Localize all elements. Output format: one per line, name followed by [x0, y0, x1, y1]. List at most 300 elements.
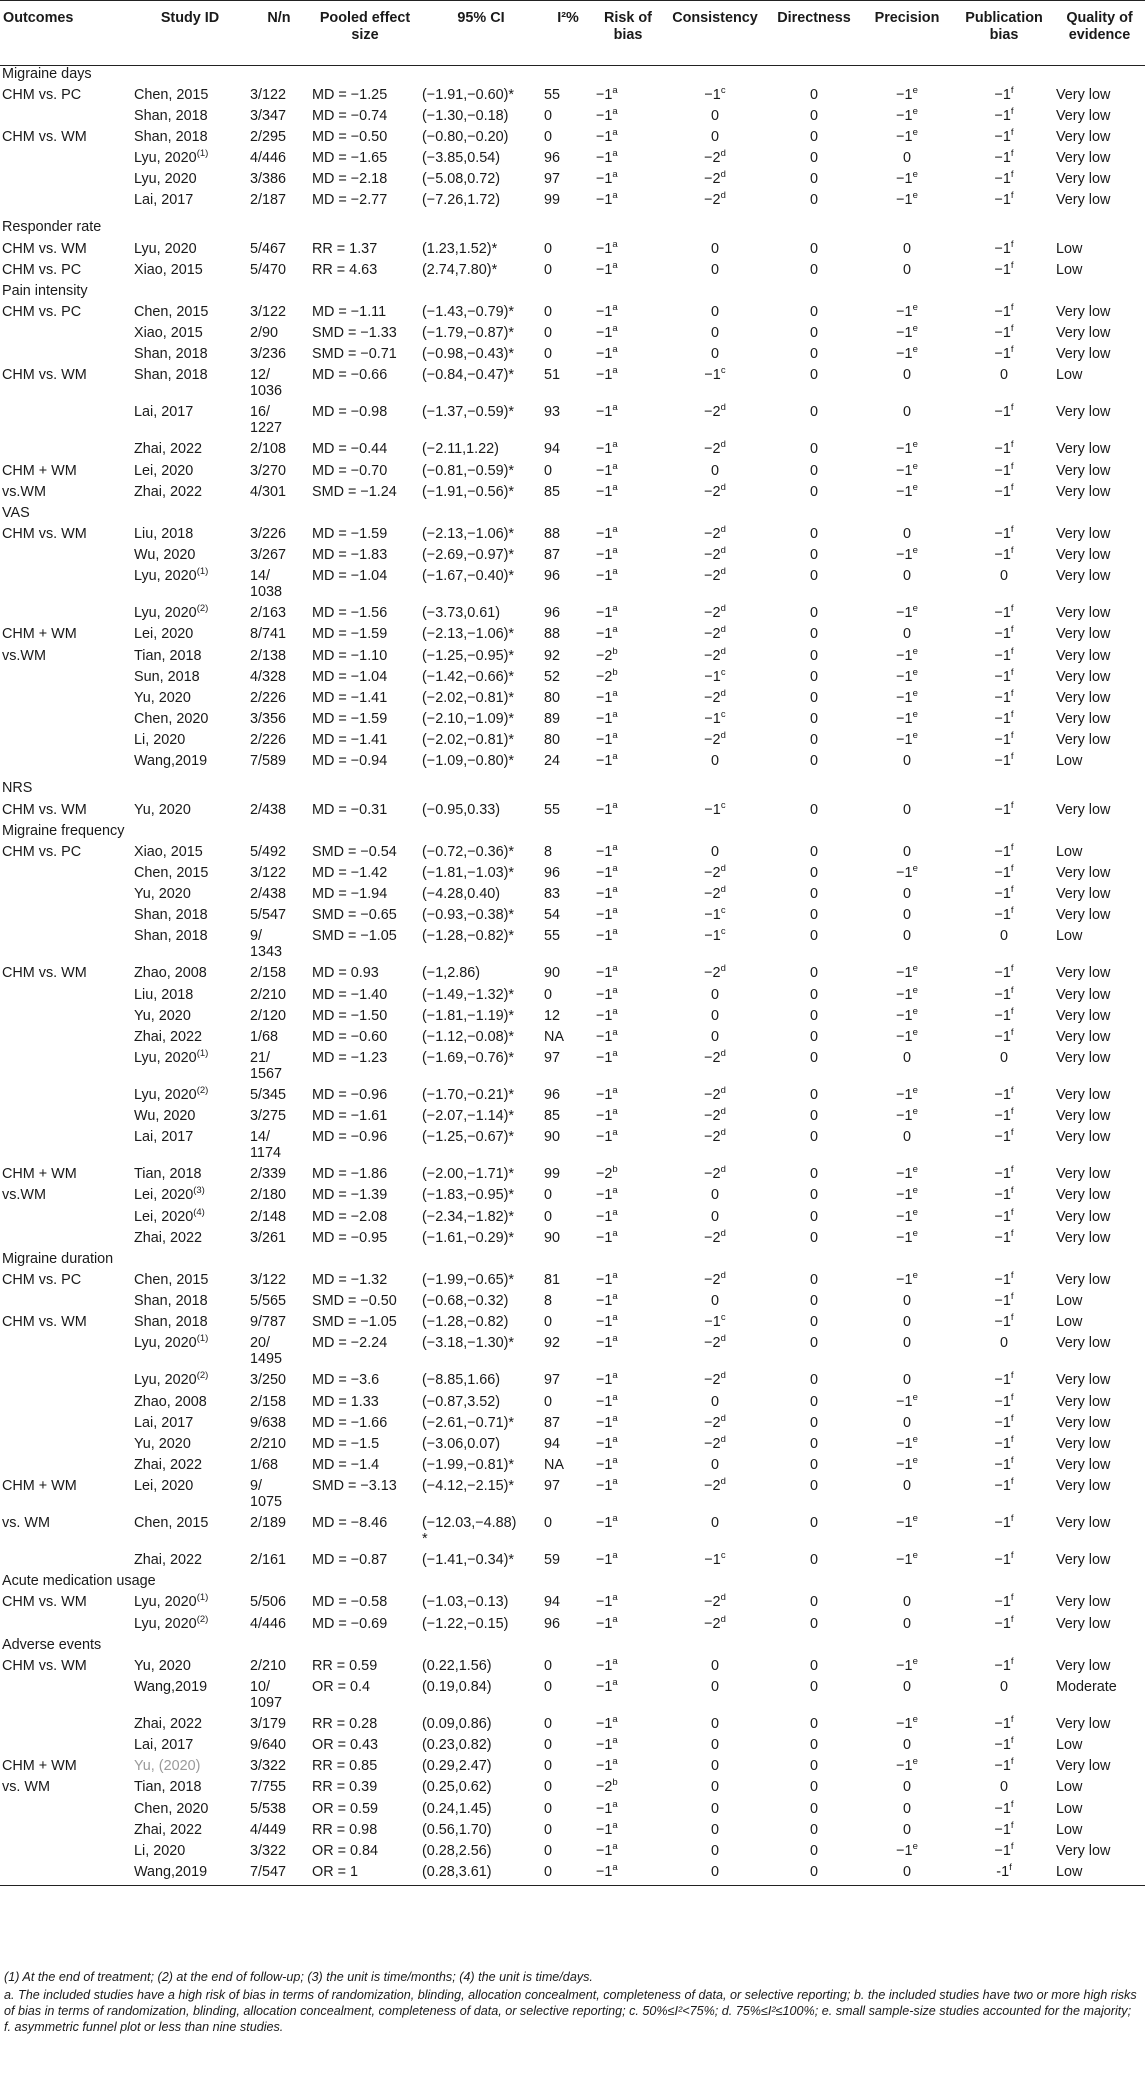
comparison-cell	[0, 1679, 132, 1716]
directness-cell-value: 0	[809, 1293, 818, 1310]
publication-bias-cell-footnote-mark: f	[1010, 624, 1014, 636]
publication-bias-cell-footnote-mark: f	[1010, 1291, 1014, 1303]
consistency-cell-footnote-mark: d	[720, 603, 726, 615]
consistency-cell-value: −1	[704, 668, 721, 685]
directness-cell	[768, 844, 860, 865]
precision-cell	[860, 367, 954, 404]
n-cell-value: 2/438	[250, 801, 287, 818]
risk-of-bias-cell-value: −1	[596, 1715, 613, 1732]
pooled-effect-cell-value: RR = 0.28	[312, 1715, 378, 1732]
risk-of-bias-cell	[594, 481, 662, 505]
directness-cell-value: 0	[809, 1372, 818, 1389]
n-cell	[248, 1050, 310, 1087]
i2-cell	[542, 129, 594, 150]
directness-cell-value: 0	[809, 732, 818, 749]
publication-bias-cell-footnote-mark: f	[1010, 1592, 1014, 1604]
ci-cell-value: (−2.02,−0.81)*	[422, 689, 515, 706]
precision-cell-value: −1	[896, 547, 913, 564]
study-id-cell	[132, 150, 248, 171]
directness-cell	[768, 526, 860, 547]
precision-cell-footnote-mark: e	[912, 84, 918, 96]
table-row	[0, 844, 1145, 865]
publication-bias-cell-value: -1	[996, 1863, 1010, 1880]
n-cell	[248, 1616, 310, 1637]
directness-cell-value: 0	[809, 1229, 818, 1246]
pooled-effect-cell-value: SMD = −1.33	[312, 325, 397, 342]
precision-cell-value: 0	[902, 1414, 911, 1431]
risk-of-bias-cell-footnote-mark: a	[612, 1735, 618, 1747]
comparison-cell	[0, 1616, 132, 1637]
study-id-cell-value: Zhai, 2022	[134, 483, 203, 500]
precision-cell-footnote-mark: e	[912, 481, 918, 493]
publication-bias-cell	[954, 1026, 1054, 1050]
precision-cell-value: −1	[896, 1552, 913, 1569]
outcome-section-row	[0, 823, 1145, 844]
comparison-cell: CHM vs. WM	[2, 1657, 87, 1674]
publication-bias-cell	[954, 84, 1054, 108]
study-id-cell	[132, 690, 248, 711]
publication-bias-cell	[954, 1594, 1054, 1615]
publication-bias-cell-value: −1	[994, 171, 1011, 188]
pooled-effect-cell	[310, 192, 420, 213]
ci-cell-value: (−1.70,−0.21)*	[422, 1086, 515, 1103]
risk-of-bias-cell-footnote-mark: a	[612, 481, 618, 493]
ci-cell-value: (0.09,0.86)	[422, 1715, 492, 1732]
risk-of-bias-cell-value: −1	[596, 1129, 613, 1146]
comparison-cell	[0, 1129, 132, 1166]
precision-cell	[860, 1655, 954, 1679]
quality-cell-value: Very low	[1056, 325, 1111, 342]
publication-bias-cell-footnote-mark: f	[1010, 963, 1014, 975]
quality-cell	[1054, 1209, 1145, 1230]
precision-cell-value: −1	[896, 1515, 913, 1532]
ci-cell	[420, 1372, 542, 1393]
consistency-cell	[662, 732, 768, 753]
consistency-cell	[662, 1008, 768, 1029]
n-cell-value: 2/438	[250, 886, 287, 903]
precision-cell-value: 0	[902, 1737, 911, 1754]
publication-bias-cell-value: −1	[994, 1737, 1011, 1754]
consistency-cell-value: 0	[710, 304, 719, 321]
ci-cell	[420, 1108, 542, 1129]
precision-cell	[860, 1391, 954, 1415]
comparison-cell	[0, 404, 132, 441]
comparison-cell	[0, 441, 132, 462]
n-cell-value: 5/565	[250, 1293, 287, 1310]
consistency-cell	[662, 150, 768, 171]
n-cell-value: 4/446	[250, 1615, 287, 1632]
directness-cell-value: 0	[809, 1842, 818, 1859]
precision-cell-footnote-mark: e	[912, 687, 918, 699]
ci-cell	[420, 1050, 542, 1087]
study-id-cell	[132, 626, 248, 647]
consistency-cell-footnote-mark: d	[720, 1084, 726, 1096]
publication-bias-cell-footnote-mark: f	[1010, 687, 1014, 699]
consistency-cell-footnote-mark: d	[720, 524, 726, 536]
precision-cell-value: −1	[896, 1166, 913, 1183]
comparison-cell: CHM vs. PC	[2, 304, 82, 321]
directness-cell	[768, 1108, 860, 1129]
ci-cell-value: (−12.03,−4.88) *	[422, 1515, 517, 1548]
n-cell	[248, 1864, 310, 1885]
i2-cell-value: 99	[544, 1166, 561, 1183]
ci-cell-value: (−2.11,1.22)	[422, 441, 499, 458]
study-id-cell-value: Lyu, 2020	[134, 171, 197, 188]
pooled-effect-cell-value: MD = −0.95	[312, 1229, 388, 1246]
publication-bias-cell-value: −1	[994, 1414, 1011, 1431]
ci-cell	[420, 1436, 542, 1457]
directness-cell	[768, 192, 860, 213]
precision-cell-value: 0	[902, 1615, 911, 1632]
risk-of-bias-cell-footnote-mark: a	[612, 1655, 618, 1667]
publication-bias-cell-footnote-mark: f	[1010, 1735, 1014, 1747]
risk-of-bias-cell	[594, 1676, 662, 1716]
ci-cell	[420, 526, 542, 547]
pooled-effect-cell-value: OR = 0.43	[312, 1737, 378, 1754]
pooled-effect-cell	[310, 711, 420, 732]
consistency-cell-value: 0	[710, 1800, 719, 1817]
publication-bias-cell-footnote-mark: f	[1010, 603, 1014, 615]
risk-of-bias-cell	[594, 238, 662, 262]
ci-cell-value: (−3.73,0.61)	[422, 605, 501, 622]
i2-cell	[542, 367, 594, 404]
publication-bias-cell	[954, 928, 1054, 965]
risk-of-bias-cell	[594, 1227, 662, 1251]
publication-bias-cell-footnote-mark: f	[1010, 1713, 1014, 1725]
publication-bias-cell-value: −1	[994, 526, 1011, 543]
pooled-effect-cell	[310, 965, 420, 986]
n-cell	[248, 1822, 310, 1843]
header-directness: Directness	[768, 1, 860, 66]
comparison-cell	[0, 907, 132, 928]
study-id-cell	[132, 241, 248, 262]
consistency-cell-footnote-mark: d	[720, 1047, 726, 1059]
pooled-effect-cell	[310, 325, 420, 346]
publication-bias-cell-value: 0	[999, 367, 1008, 384]
directness-cell	[768, 404, 860, 441]
table-row	[0, 1008, 1145, 1029]
ci-cell	[420, 1737, 542, 1758]
precision-cell	[860, 84, 954, 108]
publication-bias-cell-footnote-mark: f	[1010, 905, 1014, 917]
quality-cell-value: Very low	[1056, 404, 1111, 421]
table-row	[0, 325, 1145, 346]
directness-cell-value: 0	[809, 1615, 818, 1632]
publication-bias-cell-footnote-mark: f	[1010, 169, 1014, 181]
study-id-cell-value: Wang,2019	[134, 753, 208, 770]
risk-of-bias-cell-value: −1	[596, 1552, 613, 1569]
i2-cell-value: 0	[544, 1821, 553, 1838]
i2-cell	[542, 1293, 594, 1314]
publication-bias-cell-footnote-mark: f	[1010, 302, 1014, 314]
consistency-cell-footnote-mark: d	[720, 1412, 726, 1424]
i2-cell-value: 0	[544, 1393, 553, 1410]
i2-cell-value: 8	[544, 1293, 553, 1310]
consistency-cell-value: 0	[710, 240, 719, 257]
risk-of-bias-cell-footnote-mark: a	[612, 687, 618, 699]
study-id-cell-value: Xiao, 2015	[134, 261, 203, 278]
n-cell	[248, 1801, 310, 1822]
consistency-cell	[662, 1209, 768, 1230]
study-id-cell-value: Lei, 2020	[134, 462, 194, 479]
precision-cell-value: 0	[902, 886, 911, 903]
i2-cell-value: 8	[544, 843, 553, 860]
pooled-effect-cell	[310, 484, 420, 505]
comparison-cell: CHM + WM	[2, 1478, 77, 1495]
ci-cell	[420, 669, 542, 690]
precision-cell-value: −1	[896, 1715, 913, 1732]
directness-cell	[768, 711, 860, 732]
study-id-cell	[132, 1436, 248, 1457]
pooled-effect-cell	[310, 907, 420, 928]
n-cell-value: 3/386	[250, 171, 287, 188]
n-cell-value: 9/640	[250, 1737, 287, 1754]
comparison-cell	[0, 1108, 132, 1129]
publication-bias-cell	[954, 1552, 1054, 1573]
directness-cell	[768, 346, 860, 367]
n-cell-value: 2/226	[250, 732, 287, 749]
pooled-effect-cell	[310, 367, 420, 404]
pooled-effect-cell-value: MD = −1.23	[312, 1049, 388, 1066]
footnote-grading: a. The included studies have a high risk of bias in terms of randomization, blinding, allocation concealment, completeness of data, or selective reporting; b. the included studies have two or more high risks of bias in terms of randomization, blinding, allocation concealment, completeness of data, or selective reporting; c. 50%≤I²<75%; d. 75%≤I²≤100%; e. small sample-size studies accounted for the majority; f. asymmetric funnel plot or less than nine studies.	[4, 1988, 1137, 2034]
directness-cell	[768, 753, 860, 774]
pooled-effect-cell-value: MD = −0.60	[312, 1028, 388, 1045]
quality-cell	[1054, 1293, 1145, 1314]
ci-cell	[420, 441, 542, 462]
publication-bias-cell-value: −1	[994, 907, 1011, 924]
ci-cell-value: (−2.07,−1.14)*	[422, 1108, 515, 1125]
precision-cell	[860, 732, 954, 753]
risk-of-bias-cell-value: −1	[596, 1372, 613, 1389]
quality-cell-value: Very low	[1056, 1657, 1111, 1674]
publication-bias-cell	[954, 1227, 1054, 1251]
precision-cell	[860, 865, 954, 886]
comparison-cell: vs. WM	[2, 1515, 50, 1532]
n-cell-value: 3/322	[250, 1758, 287, 1775]
publication-bias-cell	[954, 984, 1054, 1008]
publication-bias-cell-footnote-mark: f	[1010, 666, 1014, 678]
table-row	[0, 965, 1145, 986]
risk-of-bias-cell	[594, 1515, 662, 1552]
publication-bias-cell	[954, 460, 1054, 484]
quality-cell	[1054, 1716, 1145, 1737]
precision-cell-value: 0	[902, 1293, 911, 1310]
ci-cell	[420, 192, 542, 213]
i2-cell-value: 94	[544, 1594, 561, 1611]
study-id-cell-footnote-mark: (1)	[196, 148, 209, 160]
directness-cell	[768, 1314, 860, 1335]
risk-of-bias-cell	[594, 965, 662, 986]
directness-cell-value: 0	[809, 1715, 818, 1732]
study-id-cell-value: Lyu, 2020	[134, 1594, 197, 1611]
directness-cell	[768, 108, 860, 129]
pooled-effect-cell-value: OR = 0.59	[312, 1800, 378, 1817]
risk-of-bias-cell-footnote-mark: a	[612, 524, 618, 536]
risk-of-bias-cell-footnote-mark: a	[612, 841, 618, 853]
study-id-cell	[132, 732, 248, 753]
precision-cell-footnote-mark: e	[912, 1206, 918, 1218]
risk-of-bias-cell-footnote-mark: a	[612, 84, 618, 96]
table-row	[0, 1050, 1145, 1087]
precision-cell-value: 0	[902, 404, 911, 421]
pooled-effect-cell	[310, 1230, 420, 1251]
precision-cell-value: −1	[896, 192, 913, 209]
quality-cell-value: Very low	[1056, 171, 1111, 188]
precision-cell-value: −1	[896, 1208, 913, 1225]
i2-cell-value: 96	[544, 150, 561, 167]
precision-cell-value: 0	[902, 1372, 911, 1389]
consistency-cell	[662, 1864, 768, 1885]
quality-cell	[1054, 367, 1145, 404]
consistency-cell	[662, 1594, 768, 1615]
n-cell	[248, 192, 310, 213]
n-cell-value: 4/328	[250, 668, 287, 685]
precision-cell-footnote-mark: e	[912, 1005, 918, 1017]
precision-cell	[860, 1737, 954, 1758]
quality-cell	[1054, 1478, 1145, 1515]
quality-cell	[1054, 346, 1145, 367]
n-cell-value: 10/ 1097	[250, 1678, 283, 1711]
risk-of-bias-cell-footnote-mark: b	[612, 1164, 618, 1176]
quality-cell	[1054, 1822, 1145, 1843]
consistency-cell	[662, 1737, 768, 1758]
pooled-effect-cell-value: MD = −1.10	[312, 647, 388, 664]
directness-cell	[768, 1822, 860, 1843]
quality-cell	[1054, 1372, 1145, 1393]
consistency-cell-value: −2	[704, 1615, 721, 1632]
study-id-cell-value: Lai, 2017	[134, 1737, 194, 1754]
n-cell-value: 7/547	[250, 1863, 287, 1880]
n-cell-value: 3/122	[250, 304, 287, 321]
risk-of-bias-cell-footnote-mark: a	[612, 1185, 618, 1197]
precision-cell-value: −1	[896, 128, 913, 145]
n-cell-value: 2/226	[250, 689, 287, 706]
i2-cell	[542, 1552, 594, 1573]
table-row	[0, 171, 1145, 192]
risk-of-bias-cell	[594, 1108, 662, 1129]
precision-cell	[860, 1415, 954, 1436]
publication-bias-cell	[954, 171, 1054, 192]
pooled-effect-cell	[310, 1552, 420, 1573]
table-row	[0, 1108, 1145, 1129]
publication-bias-cell-value: −1	[994, 107, 1011, 124]
table-row	[0, 1372, 1145, 1393]
i2-cell-value: 55	[544, 86, 561, 103]
publication-bias-cell-footnote-mark: f	[1010, 1164, 1014, 1176]
precision-cell-value: 0	[902, 526, 911, 543]
i2-cell	[542, 1314, 594, 1335]
quality-cell	[1054, 802, 1145, 823]
quality-cell-value: Very low	[1056, 1271, 1111, 1288]
comparison-cell	[0, 568, 132, 605]
comparison-cell	[0, 1372, 132, 1393]
ci-cell	[420, 1029, 542, 1050]
quality-cell	[1054, 108, 1145, 129]
quality-cell	[1054, 1029, 1145, 1050]
quality-cell	[1054, 1230, 1145, 1251]
pooled-effect-cell-value: MD = −1.50	[312, 1007, 388, 1024]
quality-cell-value: Very low	[1056, 441, 1111, 458]
table-row	[0, 1166, 1145, 1187]
risk-of-bias-cell-footnote-mark: a	[612, 1291, 618, 1303]
consistency-cell-value: 0	[710, 1737, 719, 1754]
i2-cell	[542, 1166, 594, 1187]
directness-cell	[768, 1478, 860, 1515]
risk-of-bias-cell	[594, 1798, 662, 1822]
i2-cell-value: 12	[544, 1007, 561, 1024]
publication-bias-cell	[954, 1206, 1054, 1230]
risk-of-bias-cell	[594, 346, 662, 367]
study-id-cell	[132, 648, 248, 669]
ci-cell-value: (0.19,0.84)	[422, 1678, 492, 1695]
publication-bias-cell-footnote-mark: f	[1010, 439, 1014, 451]
consistency-cell	[662, 1716, 768, 1737]
ci-cell-value: (−0.95,0.33)	[422, 801, 501, 818]
publication-bias-cell-footnote-mark: f	[1010, 460, 1014, 472]
directness-cell	[768, 1716, 860, 1737]
pooled-effect-cell-value: RR = 0.98	[312, 1821, 378, 1838]
study-id-cell	[132, 87, 248, 108]
publication-bias-cell	[954, 865, 1054, 886]
precision-cell-value: 0	[902, 150, 911, 167]
precision-cell-footnote-mark: e	[912, 344, 918, 356]
n-cell-value: 4/301	[250, 483, 287, 500]
consistency-cell	[662, 1412, 768, 1436]
consistency-cell-value: 0	[710, 1208, 719, 1225]
publication-bias-cell	[954, 687, 1054, 711]
ci-cell-value: (−1.43,−0.79)*	[422, 304, 515, 321]
risk-of-bias-cell	[594, 907, 662, 928]
precision-cell-footnote-mark: e	[912, 169, 918, 181]
consistency-cell-footnote-mark: d	[720, 545, 726, 557]
consistency-cell-footnote-mark: c	[720, 926, 726, 938]
risk-of-bias-cell	[594, 666, 662, 690]
study-id-cell-value: Shan, 2018	[134, 367, 208, 384]
n-cell	[248, 262, 310, 283]
table-row	[0, 1335, 1145, 1372]
consistency-cell-value: −2	[704, 965, 721, 982]
comparison-cell: CHM vs. WM	[2, 1594, 87, 1611]
i2-cell-value: 96	[544, 865, 561, 881]
publication-bias-cell	[954, 547, 1054, 568]
quality-cell-value: Very low	[1056, 865, 1111, 881]
n-cell	[248, 965, 310, 986]
n-cell	[248, 711, 310, 732]
study-id-cell-footnote-mark: (4)	[193, 1206, 205, 1218]
ci-cell-value: (−1.09,−0.80)*	[422, 753, 515, 770]
i2-cell-value: 89	[544, 711, 561, 728]
consistency-cell-footnote-mark: d	[720, 645, 726, 657]
ci-cell	[420, 1758, 542, 1779]
study-id-cell-value: Chen, 2020	[134, 1800, 209, 1817]
publication-bias-cell	[954, 1613, 1054, 1637]
consistency-cell-footnote-mark: c	[720, 666, 726, 678]
risk-of-bias-cell-footnote-mark: a	[612, 1106, 618, 1118]
consistency-cell-footnote-mark: d	[720, 730, 726, 742]
consistency-cell-value: −1	[704, 928, 721, 945]
study-id-cell-value: Zhai, 2022	[134, 441, 203, 458]
quality-cell	[1054, 907, 1145, 928]
risk-of-bias-cell-footnote-mark: a	[612, 259, 618, 271]
directness-cell	[768, 1209, 860, 1230]
pooled-effect-cell-value: MD = −1.4	[312, 1456, 380, 1473]
quality-cell	[1054, 526, 1145, 547]
pooled-effect-cell	[310, 1478, 420, 1515]
pooled-effect-cell	[310, 844, 420, 865]
n-cell	[248, 648, 310, 669]
study-id-cell-value: Lyu, 2020	[134, 240, 197, 257]
publication-bias-cell	[954, 907, 1054, 928]
